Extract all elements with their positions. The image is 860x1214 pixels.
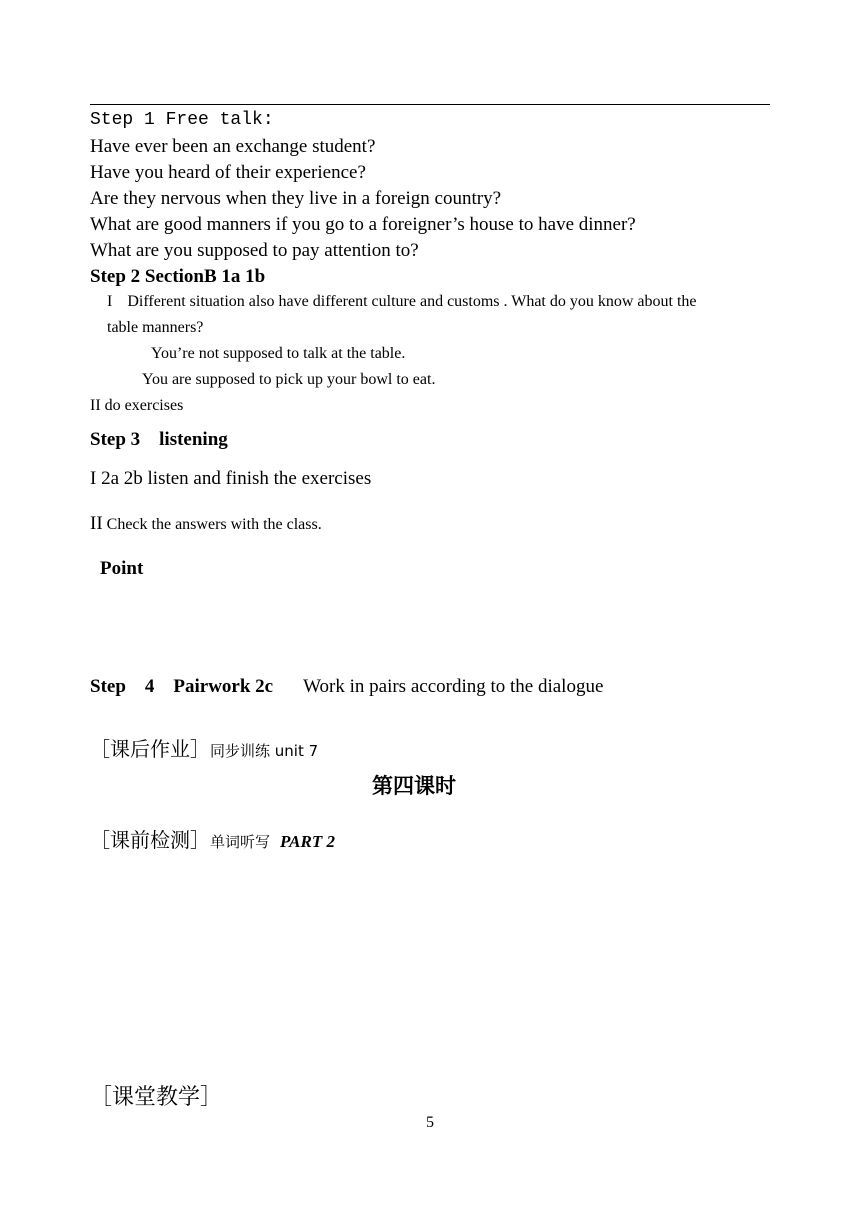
- step1-question-2: Have you heard of their experience?: [90, 162, 366, 183]
- step3-item2: [90, 513, 322, 535]
- step3-title: Step 3 listening: [90, 429, 228, 450]
- pre-check-label: ［课前检测］: [90, 828, 210, 852]
- step2-item1-text: Different situation also have different culture and customs . What do you know about the: [127, 293, 697, 310]
- header-rule: [90, 104, 770, 105]
- pre-check-part: PART 2: [280, 832, 335, 851]
- step2-item1-continued: table manners?: [107, 319, 204, 336]
- lesson-title: 第四课时: [372, 774, 456, 798]
- step1-title: Step 1 Free talk:: [90, 110, 274, 130]
- step4-line: [90, 676, 603, 698]
- pre-check-text: 单词听写: [210, 833, 271, 851]
- step2-item2: II do exercises: [90, 397, 184, 414]
- pre-check-line: [90, 824, 335, 853]
- step3-item2-text: Check the answers with the class.: [102, 516, 322, 533]
- homework-line: [90, 733, 318, 762]
- step3-item1: I 2a 2b listen and finish the exercises: [90, 468, 372, 489]
- step3-point: Point: [100, 558, 144, 579]
- step1-question-3: Are they nervous when they live in a foreign country?: [90, 188, 502, 209]
- page-number: 5: [426, 1114, 434, 1131]
- step3-item2-marker: II: [90, 513, 103, 534]
- step4-text: Work in pairs according to the dialogue: [303, 676, 604, 697]
- step2-example-1: You’re not supposed to talk at the table.: [151, 345, 406, 362]
- step1-question-1: Have ever been an exchange student?: [90, 136, 376, 157]
- step2-item1: [107, 293, 697, 311]
- classroom-label: ［课堂教学］: [90, 1085, 223, 1110]
- homework-text: 同步训练 unit 7: [210, 742, 319, 760]
- step4-title: Step 4 Pairwork 2c: [90, 676, 274, 697]
- homework-label: ［课后作业］: [90, 737, 210, 761]
- step2-example-2: You are supposed to pick up your bowl to eat.: [142, 371, 436, 388]
- step1-question-4: What are good manners if you go to a foreigner’s house to have dinner?: [90, 214, 636, 235]
- step2-item1-marker: I: [107, 293, 113, 310]
- step2-title: Step 2 SectionB 1a 1b: [90, 266, 266, 287]
- step1-question-5: What are you supposed to pay attention to?: [90, 240, 419, 261]
